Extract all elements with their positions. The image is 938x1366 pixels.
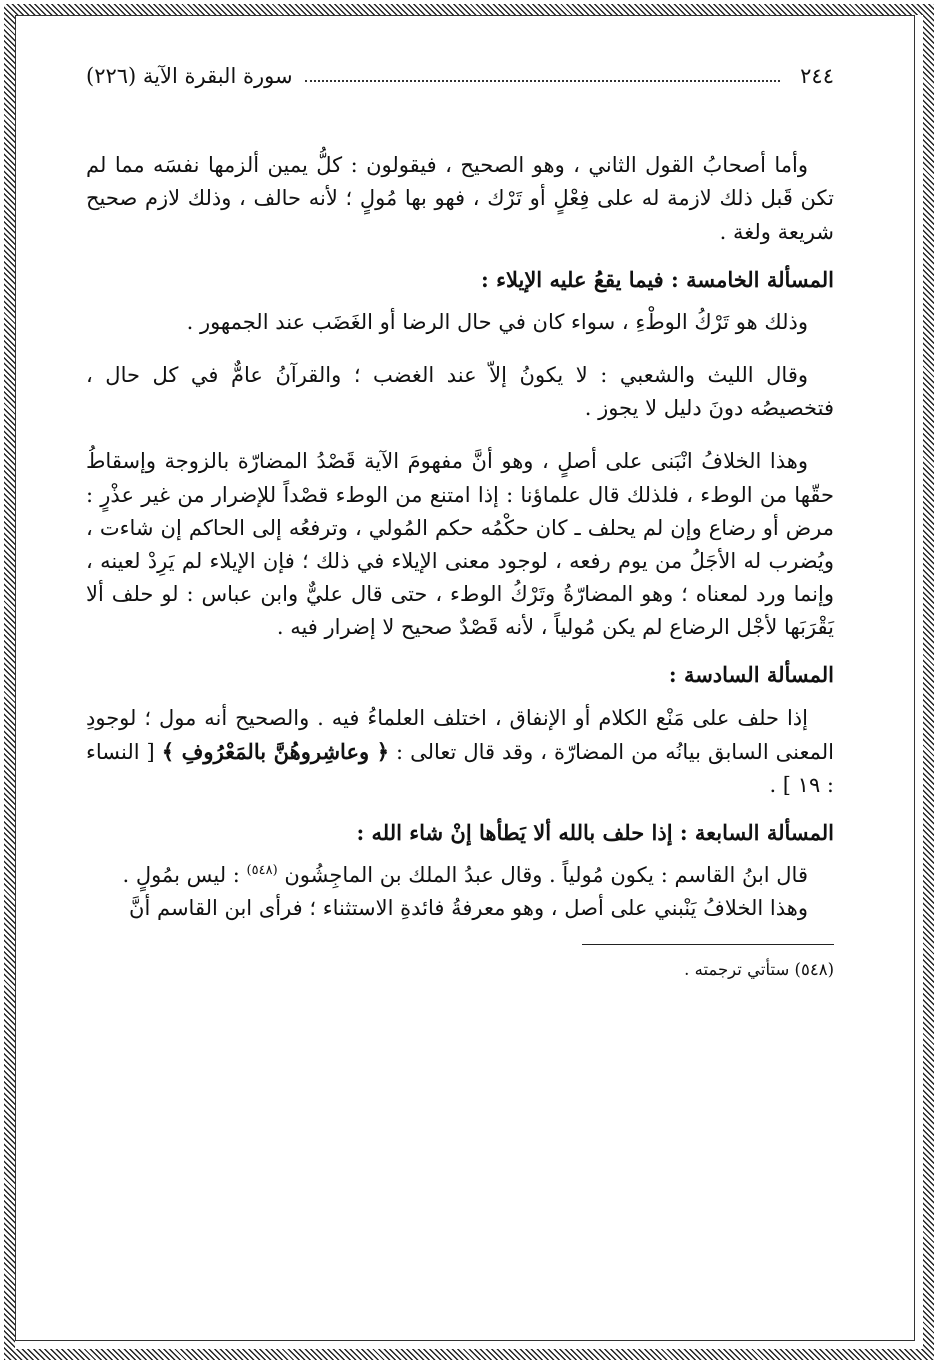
page-content xyxy=(86,60,834,1310)
paragraph-6-text: قال ابنُ القاسم : يكون مُولياً . وقال عبدُ الملك بن الماجِشُون xyxy=(284,863,808,888)
page-number: ٢٤٤ xyxy=(800,64,834,88)
verse-reference: [ النساء : ١٩ ] . xyxy=(86,739,834,797)
paragraph-3: وقال الليث والشعبي : لا يكونُ إلاّ عند الغضب ؛ والقرآنُ عامٌّ في كل حال ، فتخصيصُه دونَ دليل لا يجوز . xyxy=(86,363,834,421)
footnote: (٥٤٨) ستأتي ترجمته . xyxy=(684,959,834,979)
heading-masala-7: المسألة السابعة : إذا حلف بالله ألا يَطأها إنْ شاء الله : xyxy=(356,820,834,846)
paragraph-6-end: : ليس بمُولٍ . xyxy=(122,863,240,888)
running-header xyxy=(86,60,834,93)
surah-title: سورة البقرة الآية (٢٢٦) xyxy=(86,64,293,88)
paragraph-7: وهذا الخلافُ يَنْبني على أصل ، وهو معرفةُ فائدةِ الاستثناء ؛ فرأى ابن القاسم أنَّ xyxy=(129,896,808,921)
footnote-ref[interactable]: (٥٤٨) xyxy=(246,863,278,879)
footnote-rule xyxy=(582,944,834,945)
heading-masala-6: المسألة السادسة : xyxy=(668,662,834,688)
paragraph-6 xyxy=(86,859,834,892)
paragraph-5-text: إذا حلف على مَنْع الكلام أو الإنفاق ، اختلف العلماءُ فيه . والصحيح أنه مول ؛ لوجودِ المعنى السابق بيانُه من المضارّة ، وقد قال تعالى : xyxy=(86,705,834,764)
paragraph-2: وذلك هو تَرْكُ الوطْءِ ، سواء كان في حال الرضا أو الغَضَب عند الجمهور . xyxy=(186,309,808,334)
paragraph-4: وهذا الخلافُ انْبَنى على أصلٍ ، وهو أنَّ مفهومَ الآية قَصْدُ المضارّة بالزوجة وإسقاطُ حقّها من الوطء ، فلذلك قال علماؤنا : إذا امتنع من الوطء قصْداً للإضرار من غير عذْرٍ : مرض أو رضاع وإن لم يحلف ـ كان حكْمُه حكم المُولي ، وترفعُه إلى الحاكم إن شاءت ، ويُضرب له الأجَلُ من يوم رفعه ، لوجود معنى الإيلاء في ذلك ؛ فإن الإيلاء لم يَرِدْ لعينه ، وإنما ورد لمعناه ؛ وهو المضارّةُ وتَرْكُ الوطء ، حتى قال عليٌّ وابن عباس : لو حلف ألا يَقْرَبَها لأجْل الرضاع لم يكن مُولياً ، لأنه قَصْدٌ صحيح لا إضرار فيه . xyxy=(86,449,835,640)
heading-masala-5: المسألة الخامسة : فيما يقعُ عليه الإيلاء : xyxy=(481,266,834,292)
leader-dots xyxy=(305,80,781,82)
paragraph-5 xyxy=(86,702,834,803)
paragraph-1: وأما أصحابُ القول الثاني ، وهو الصحيح ، فيقولون : كلُّ يمين ألزمها نفسَه مما لم تكن قَبل ذلك لازمة له على فِعْلٍ أو تَرْك ، فهو بها مُولٍ ؛ لأنه حالف ، وذلك لازم صحيح شريعة ولغة . xyxy=(86,153,834,244)
quran-verse: ﴿ وعاشِروهُنَّ بالمَعْرُوفِ ﴾ xyxy=(161,738,390,764)
